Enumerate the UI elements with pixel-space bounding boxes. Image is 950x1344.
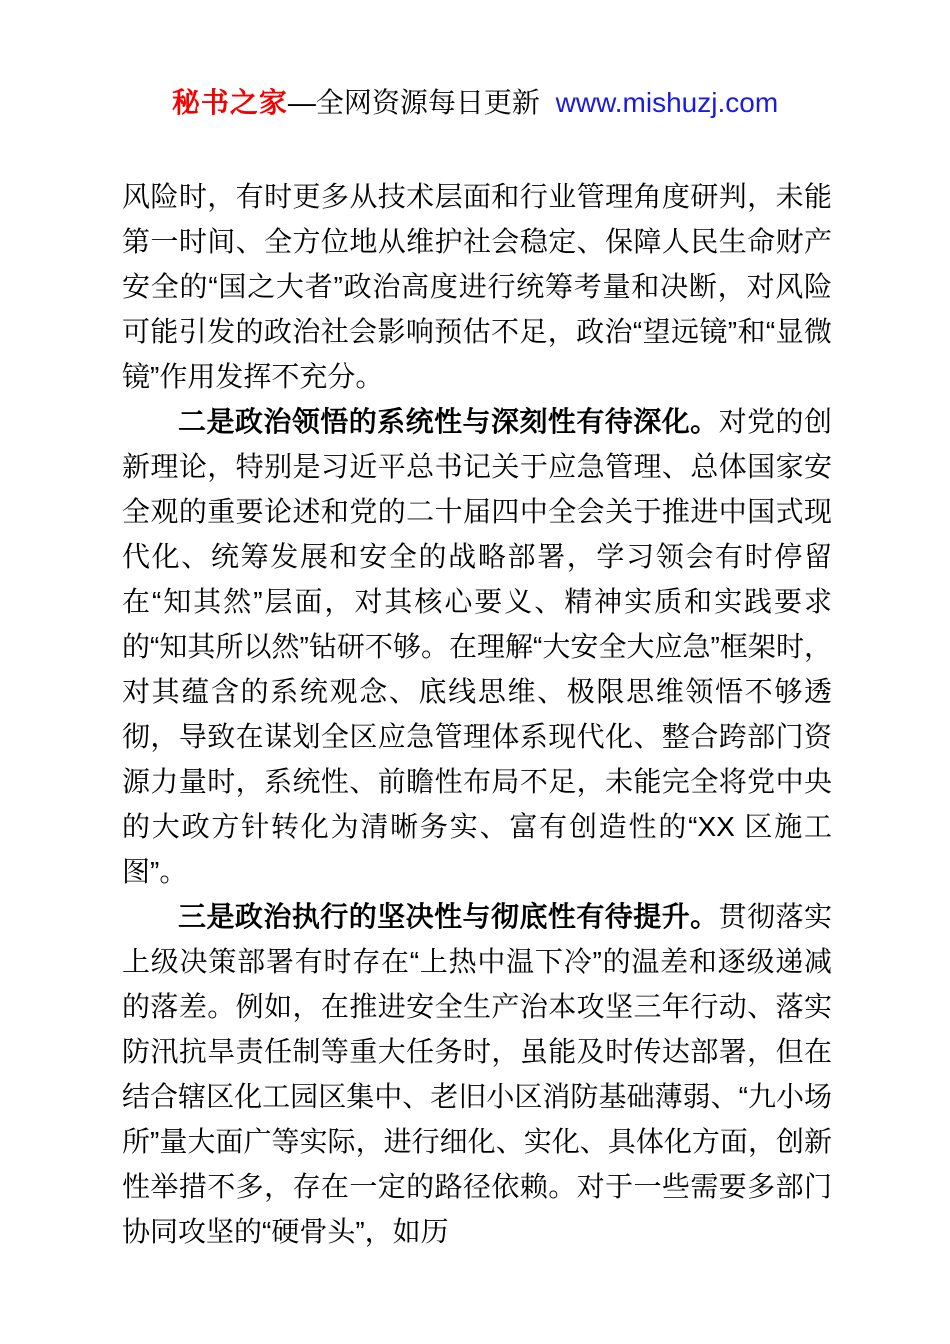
paragraph-text: 对党的创新理论，特别是习近平总书记关于应急管理、总体国家安全观的重要论述和党的二十届四中全会关于推进中国式现代化、统筹发展和安全的战略部署，学习领会有时停留在“知其然”层面，对其核心要义、精神实质和实践要求的“知其所以然”钻研不够。在理解“大安全大应急”框架时，对其蕴含的系统观念、底线思维、极限思维领悟不够透彻，导致在谋划全区应急管理体系现代化、整合跨部门资源力量时，系统性、前瞻性布局不足，未能完全将党中央的大政方针转化为清晰务实、富有创造性的“XX 区施工图”。: [122, 406, 832, 887]
site-brand: 秘书之家: [171, 87, 288, 118]
paragraph-bold-lead: 三是政治执行的坚决性与彻底性有待提升。: [178, 901, 719, 932]
paragraph-bold-lead: 二是政治领悟的系统性与深刻性有待深化。: [178, 406, 719, 437]
site-header: [0, 0, 950, 120]
paragraph-third-point-political-execution: [122, 894, 832, 1254]
document-body: [122, 174, 832, 1254]
paragraph-risk-research-continuation: [122, 174, 832, 399]
paragraph-second-point-political-comprehension: [122, 399, 832, 894]
paragraph-text: 风险时，有时更多从技术层面和行业管理角度研判，未能第一时间、全方位地从维护社会稳定、保障人民生命财产安全的“国之大者”政治高度进行统筹考量和决断，对风险可能引发的政治社会影响预估不足，政治“望远镜”和“显微镜”作用发挥不充分。: [122, 181, 832, 392]
paragraph-text: 贯彻落实上级决策部署有时存在“上热中温下冷”的温差和逐级递减的落差。例如，在推进安全生产治本攻坚三年行动、落实防汛抗旱责任制等重大任务时，虽能及时传达部署，但在结合辖区化工园区集中、老旧小区消防基础薄弱、“九小场所”量大面广等实际，进行细化、实化、具体化方面，创新性举措不多，存在一定的路径依赖。对于一些需要多部门协同攻坚的“硬骨头”，如历: [122, 901, 832, 1247]
site-url-link[interactable]: www.mishuzj.com: [555, 87, 779, 118]
site-tagline: —全网资源每日更新: [287, 87, 540, 118]
